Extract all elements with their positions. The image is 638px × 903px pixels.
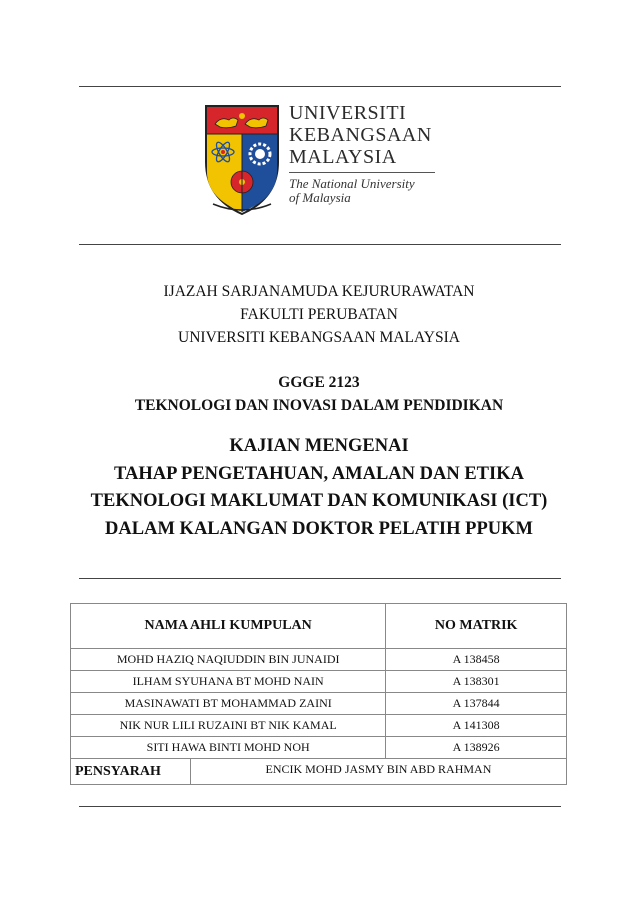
faculty-name: FAKULTI PERUBATAN [240, 306, 398, 323]
lecturer-name: ENCIK MOHD JASMY BIN ABD RAHMAN [190, 759, 566, 785]
tagline-line-1: The National University [289, 176, 415, 191]
title-bottom-rule [79, 578, 561, 579]
table-row [71, 671, 567, 693]
course-code: GGGE 2123 [278, 374, 360, 391]
tagline-line-2: of Malaysia [289, 190, 351, 205]
report-title-line-2: TAHAP PENGETAHUAN, AMALAN DAN ETIKA [114, 464, 524, 484]
member-name: ILHAM SYUHANA BT MOHD NAIN [71, 671, 386, 693]
degree-name: IJAZAH SARJANAMUDA KEJURURAWATAN [163, 283, 475, 300]
member-name: MOHD HAZIQ NAQIUDDIN BIN JUNAIDI [71, 649, 386, 671]
group-members-table [70, 603, 567, 785]
table-row [71, 715, 567, 737]
wordmark-line-2: KEBANGSAAN [289, 124, 432, 146]
report-title-line-1: KAJIAN MENGENAI [229, 436, 409, 456]
member-matric: A 138301 [386, 671, 567, 693]
member-matric: A 138926 [386, 737, 567, 759]
university-wordmark [289, 102, 439, 205]
report-title-line-4: DALAM KALANGAN DOKTOR PELATIH PPUKM [105, 519, 533, 539]
lecturer-label: PENSYARAH [71, 759, 191, 785]
member-name: SITI HAWA BINTI MOHD NOH [71, 737, 386, 759]
top-rule [79, 86, 561, 87]
table-row [71, 649, 567, 671]
ukm-crest-icon [203, 100, 281, 216]
course-name: TEKNOLOGI DAN INOVASI DALAM PENDIDIKAN [134, 397, 504, 414]
table-row [71, 693, 567, 715]
member-name: MASINAWATI BT MOHAMMAD ZAINI [71, 693, 386, 715]
member-matric: A 138458 [386, 649, 567, 671]
lecturer-row [71, 759, 567, 785]
bottom-rule [79, 806, 561, 807]
university-name: UNIVERSITI KEBANGSAAN MALAYSIA [178, 329, 460, 346]
table-row [71, 737, 567, 759]
wordmark-line-3: MALAYSIA [289, 146, 397, 168]
wordmark-line-1: UNIVERSITI [289, 102, 407, 124]
column-header-matric: NO MATRIK [386, 604, 567, 649]
report-title-line-3: TEKNOLOGI MAKLUMAT DAN KOMUNIKASI (ICT) [90, 491, 548, 511]
member-name: NIK NUR LILI RUZAINI BT NIK KAMAL [71, 715, 386, 737]
logo-bottom-rule [79, 244, 561, 245]
university-logo [203, 100, 435, 224]
table-header-row [71, 604, 567, 649]
member-matric: A 141308 [386, 715, 567, 737]
member-matric: A 137844 [386, 693, 567, 715]
wordmark-divider [289, 172, 435, 173]
column-header-name: NAMA AHLI KUMPULAN [71, 604, 386, 649]
